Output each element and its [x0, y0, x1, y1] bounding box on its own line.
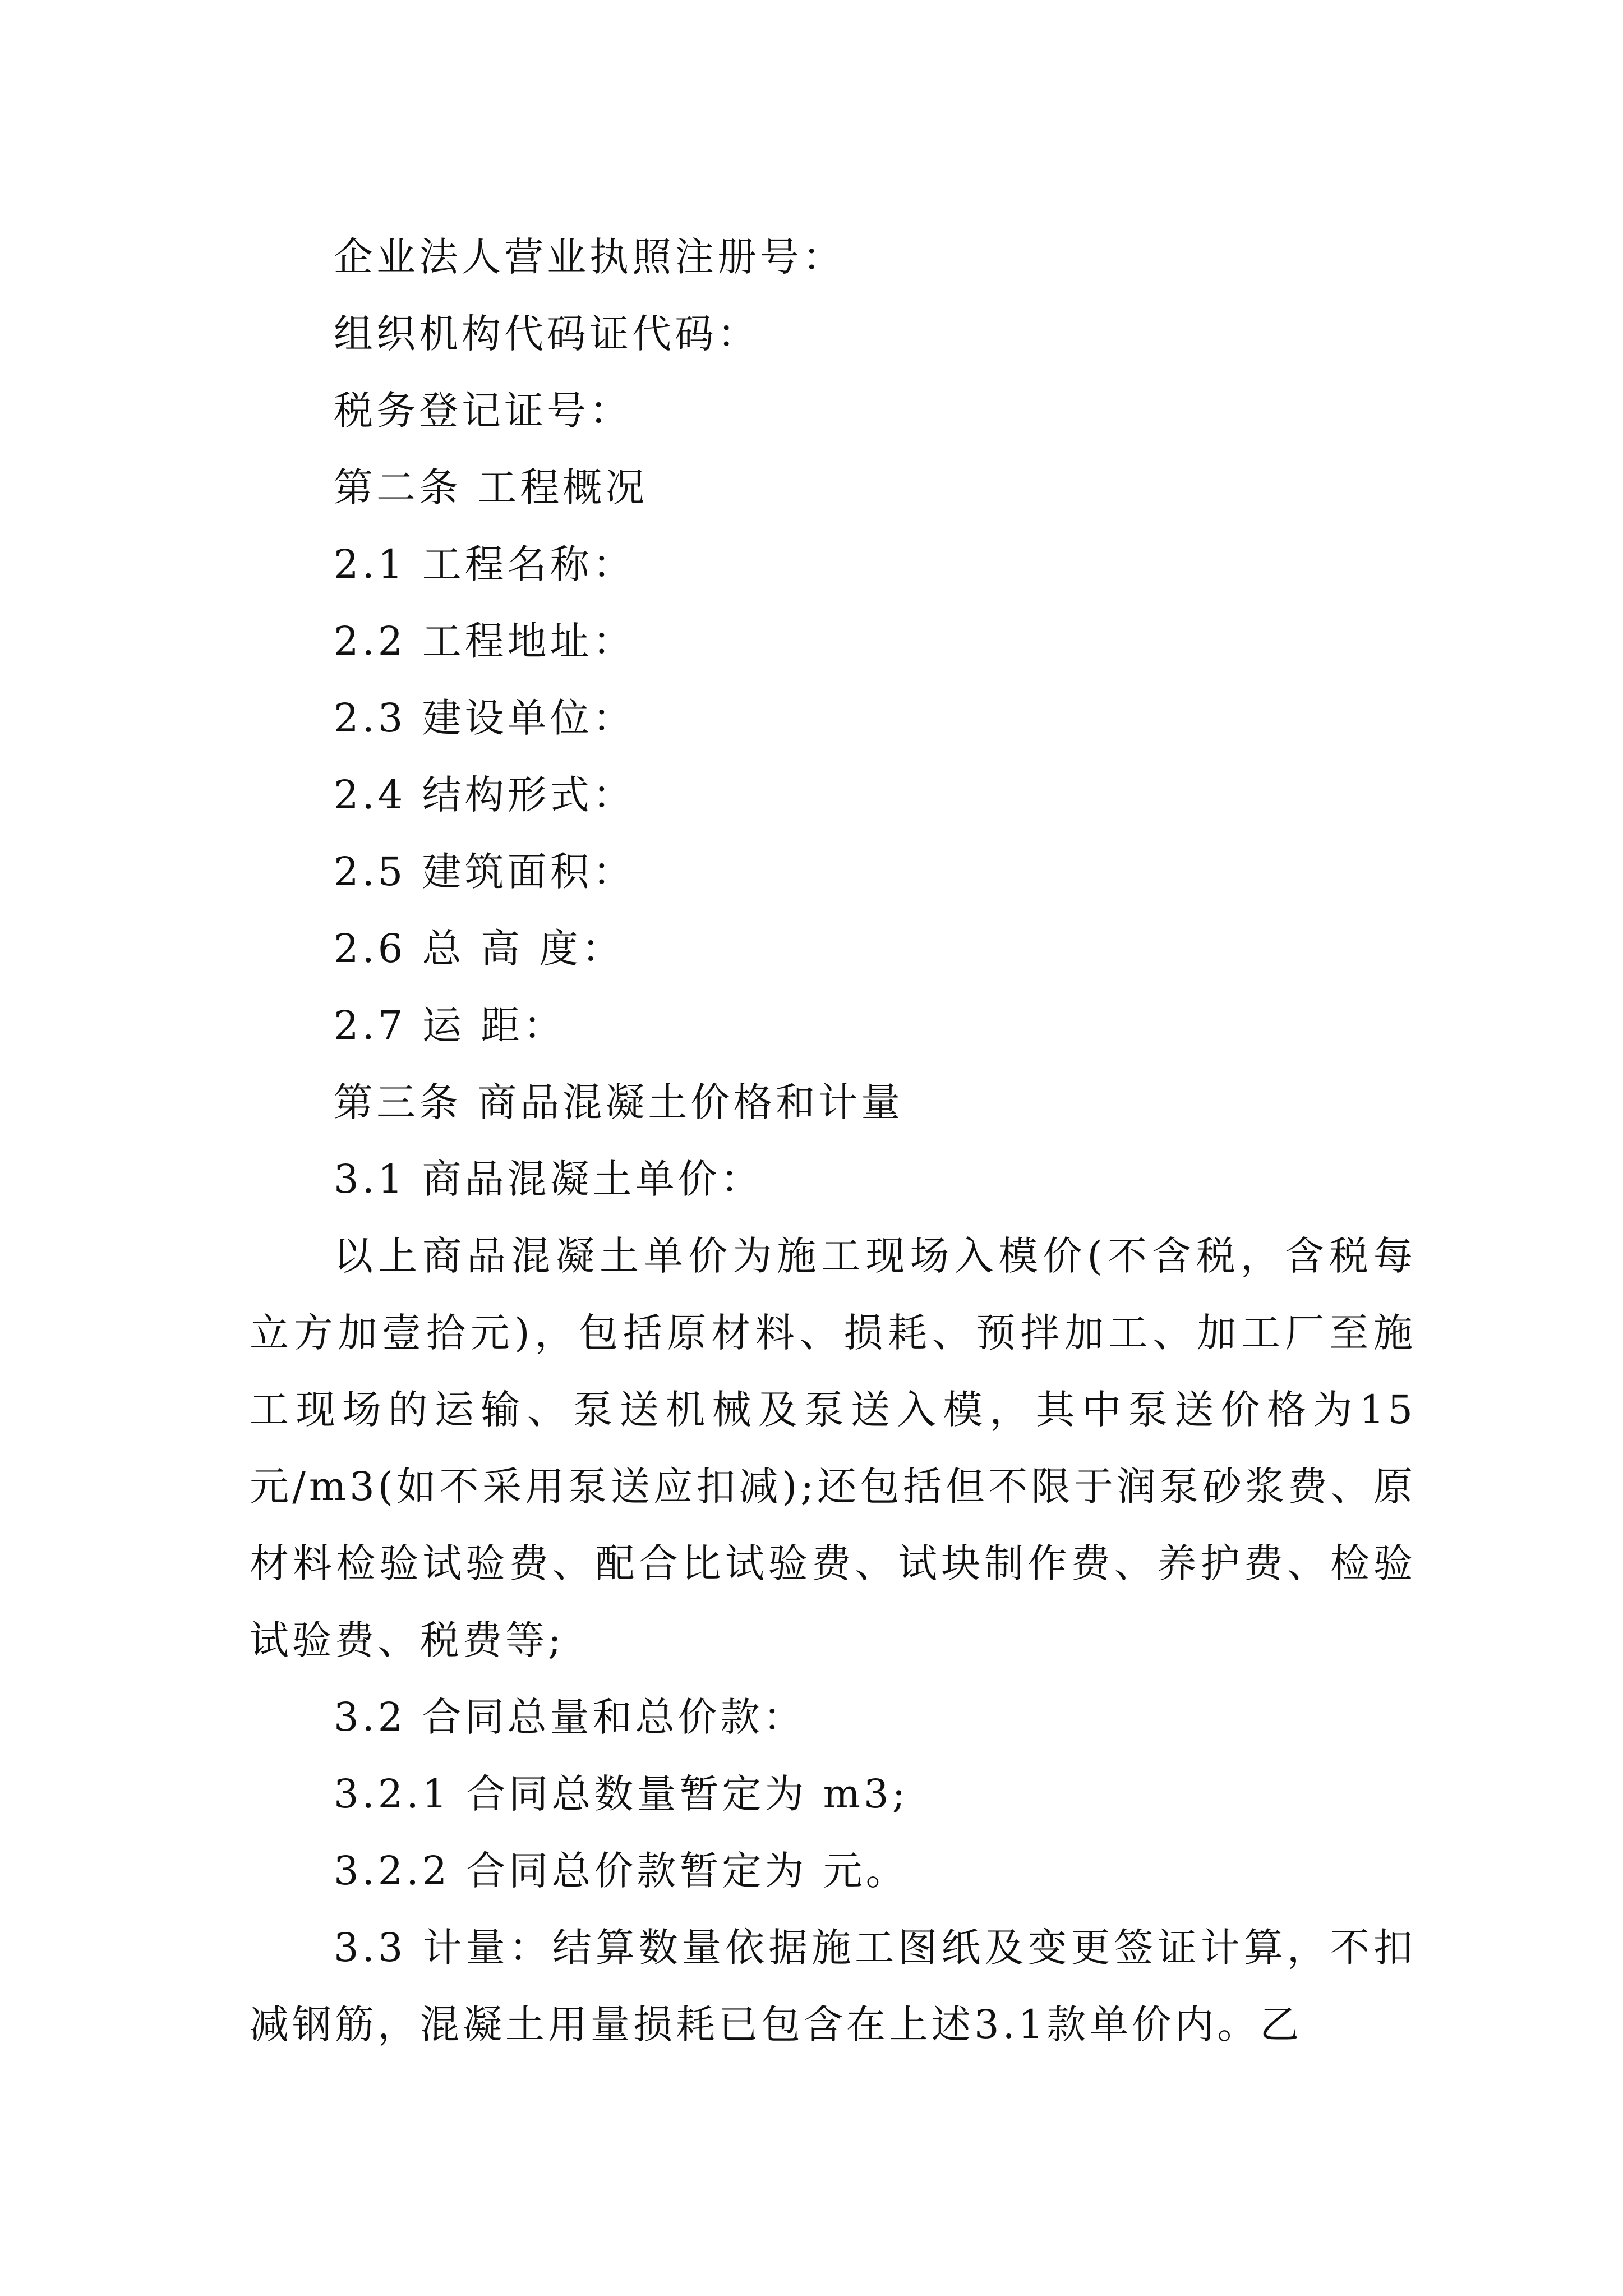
- business-license-line: 企业法人营业执照注册号：: [334, 234, 845, 280]
- org-code-line: 组织机构代码证代码：: [334, 311, 760, 357]
- unit-price-description-paragraph: 以上商品混凝土单价为施工现场入模价(不含税，含税每立方加壹拾元)，包括原材料、损耗、预拌加工、加工厂至施工现场的运输、泵送机械及泵送入模，其中泵送价格为15元/m3(如不采用泵送应扣减);还包括但不限于润泵砂浆费、原材料检验试验费、配合比试验费、试块制作费、养护费、检验试验费、税费等;: [250, 1233, 1416, 1663]
- contract-total-price-line: 3.2.2 合同总价款暂定为 元。: [334, 1848, 909, 1894]
- article-2-heading: 第二条 工程概况: [334, 464, 648, 510]
- article-3-heading: 第三条 商品混凝土价格和计量: [334, 1079, 904, 1125]
- structure-form-line: 2.4 结构形式：: [334, 772, 635, 818]
- unit-price-line: 3.1 商品混凝土单价：: [334, 1156, 763, 1202]
- measurement-paragraph: 3.3 计量：结算数量依据施工图纸及变更签证计算，不扣减钢筋，混凝土用量损耗已包含在上述3.1款单价内。乙: [250, 1925, 1416, 2047]
- project-address-line: 2.2 工程地址：: [334, 618, 635, 664]
- total-height-line: 2.6 总 高 度：: [334, 926, 625, 972]
- tax-registration-line: 税务登记证号：: [334, 388, 632, 434]
- building-area-line: 2.5 建筑面积：: [334, 849, 635, 895]
- transport-distance-line: 2.7 运 距：: [334, 1002, 566, 1048]
- contract-total-heading: 3.2 合同总量和总价款：: [334, 1694, 806, 1740]
- document-body: [250, 219, 1416, 2063]
- construction-unit-line: 2.3 建设单位：: [334, 695, 635, 741]
- project-name-line: 2.1 工程名称：: [334, 541, 635, 587]
- contract-total-quantity-line: 3.2.1 合同总数量暂定为 m3;: [334, 1771, 909, 1817]
